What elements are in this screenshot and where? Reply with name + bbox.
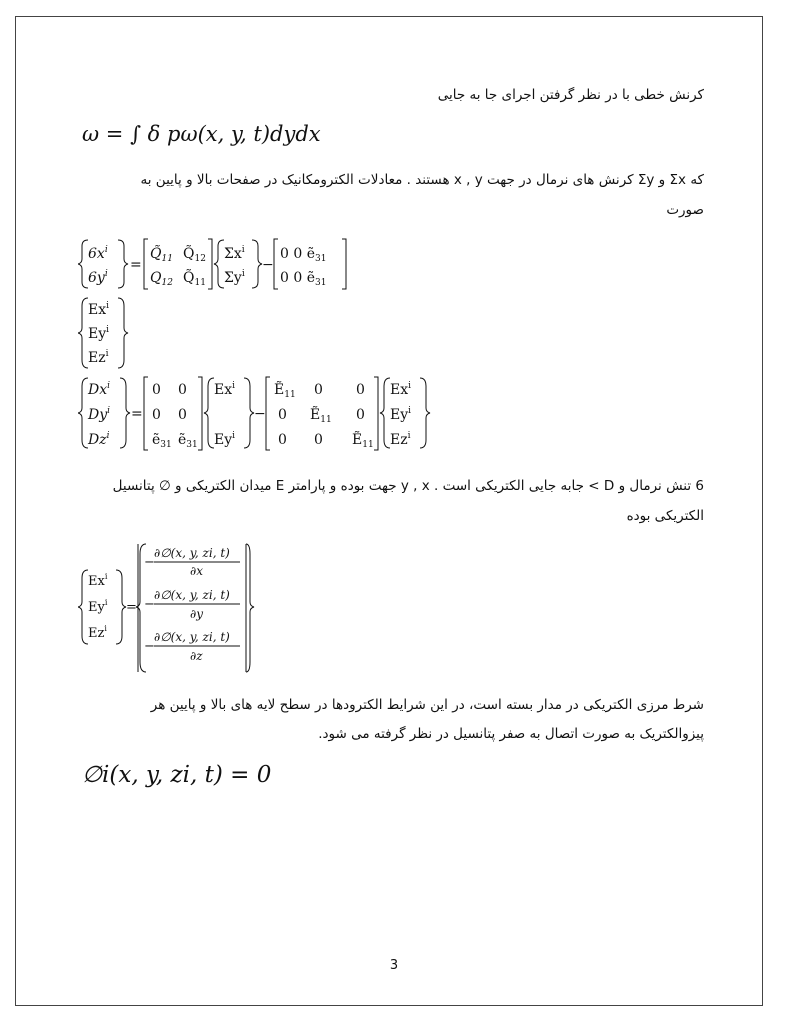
svg-text:0 0 ẽ31: 0 0 ẽ$_{31}$: [280, 246, 327, 264]
svg-text:Exi: Ex$^i$: [214, 381, 236, 398]
svg-text:Σxi: $\Sigma x^i$: [224, 245, 245, 262]
svg-text:0: 0: [152, 382, 161, 398]
page-number: 3: [389, 958, 399, 973]
svg-text:−: −: [144, 597, 155, 612]
svg-text:Dxi: Dx$^i$: [88, 381, 111, 398]
svg-text:6xi: $6x^i$: [88, 245, 108, 262]
svg-text:0: 0: [152, 407, 161, 423]
equation-strain-matrix: [78, 236, 378, 294]
svg-text:Ezi: Ez$^i$: [390, 431, 411, 448]
svg-text:Ẽ11: Ẽ$_{11}$: [274, 382, 296, 400]
svg-text:0: 0: [278, 432, 287, 448]
svg-text:∂y: ∂y: [190, 607, 203, 621]
equation-displacement-matrix: [78, 374, 438, 458]
svg-text:∂∅(x, y, zi, t): ∂∅(x, y, zi, t): [154, 546, 230, 560]
svg-text:0: 0: [314, 382, 323, 398]
paragraph-4-line-1: شرط مرزی الکتریکی در مدار بسته است، در این شرایط الکترودها در سطح لایه های بالا و پایین هر: [150, 697, 704, 713]
svg-text:=: =: [131, 406, 143, 422]
paragraph-3-line-1: 6 تنش نرمال و D > جابه جایی الکتریکی است . y , x جهت بوده و پارامتر E میدان الکتریکی و ∅ پتانسیل: [112, 478, 704, 494]
svg-text:Dzi: Dz$^i$: [88, 431, 110, 448]
svg-text:∂x: ∂x: [190, 564, 203, 578]
svg-text:=: =: [130, 257, 142, 273]
equation-e-vector: [78, 294, 138, 374]
svg-text:Eyi: Ey$^i$: [88, 598, 108, 615]
paragraph-2-line-2: صورت: [666, 202, 704, 218]
svg-text:0 0 ẽ31: 0 0 ẽ$_{31}$: [280, 270, 327, 288]
svg-text:∂∅(x, y, zi, t): ∂∅(x, y, zi, t): [154, 588, 230, 602]
svg-text:−: −: [144, 555, 155, 570]
svg-text:0: 0: [356, 407, 365, 423]
svg-text:ẽ31: ẽ$_{31}$: [152, 432, 172, 450]
equation-boundary-condition: ∅i(x, y, zi, t) = 0: [82, 762, 272, 788]
paragraph-4-line-2: پیزوالکتریک به صورت اتصال به صفر پتانسیل در نظر گرفته می شود.: [318, 726, 704, 742]
svg-text:Eyi: Ey$^i$: [390, 406, 412, 423]
svg-text:Ezi: Ez$^i$: [88, 624, 107, 641]
svg-text:Eyi: Ey$^i$: [214, 431, 236, 448]
svg-text:Ẽ11: Ẽ$_{11}$: [352, 432, 374, 450]
svg-text:Exi: Ex$^i$: [88, 572, 108, 589]
svg-text:Q12: $Q_{12}$: [150, 270, 173, 288]
svg-text:Q̃12: $Q̃_{12}$: [183, 246, 206, 264]
svg-text:Ẽ11: Ẽ$_{11}$: [310, 407, 332, 425]
svg-text:Σyi: $\Sigma y^i$: [224, 269, 245, 286]
paragraph-1: کرنش خطی با در نظر گرفتن اجرای جا به جایی: [437, 87, 704, 103]
svg-text:Eyi: Ey$^i$: [88, 325, 110, 342]
svg-text:Q̃11: $Q̃_{11}$: [183, 270, 206, 288]
svg-text:0: 0: [278, 407, 287, 423]
svg-text:Exi: Ex$^i$: [88, 301, 110, 318]
svg-text:−: −: [262, 257, 274, 273]
svg-text:6yi: $6y^i$: [88, 269, 108, 286]
svg-text:−: −: [144, 639, 155, 654]
svg-text:0: 0: [356, 382, 365, 398]
svg-text:−: −: [254, 406, 266, 422]
paragraph-2-line-1: که Σx و Σy کرنش های نرمال در جهت x , y هستند . معادلات الکترومکانیک در صفحات بالا و پایین به: [140, 172, 704, 188]
paragraph-3-line-2: الکتریکی بوده: [626, 508, 704, 524]
svg-text:ẽ31: ẽ$_{31}$: [178, 432, 198, 450]
svg-text:Dyi: Dy$^i$: [88, 406, 111, 423]
equation-work: ω = ∫ δ pω(x, y, t)dydx: [82, 122, 321, 146]
svg-text:0: 0: [314, 432, 323, 448]
svg-text:0: 0: [178, 407, 187, 423]
svg-text:Q̃11: $Q̃_{11}$: [150, 246, 173, 264]
equation-potential-gradient: [78, 540, 268, 676]
svg-text:0: 0: [178, 382, 187, 398]
svg-text:∂∅(x, y, zi, t): ∂∅(x, y, zi, t): [154, 630, 230, 644]
svg-text:Exi: Ex$^i$: [390, 381, 412, 398]
svg-text:∂z: ∂z: [190, 649, 203, 663]
svg-text:=: =: [126, 600, 137, 615]
svg-text:Ezi: Ez$^i$: [88, 349, 109, 366]
